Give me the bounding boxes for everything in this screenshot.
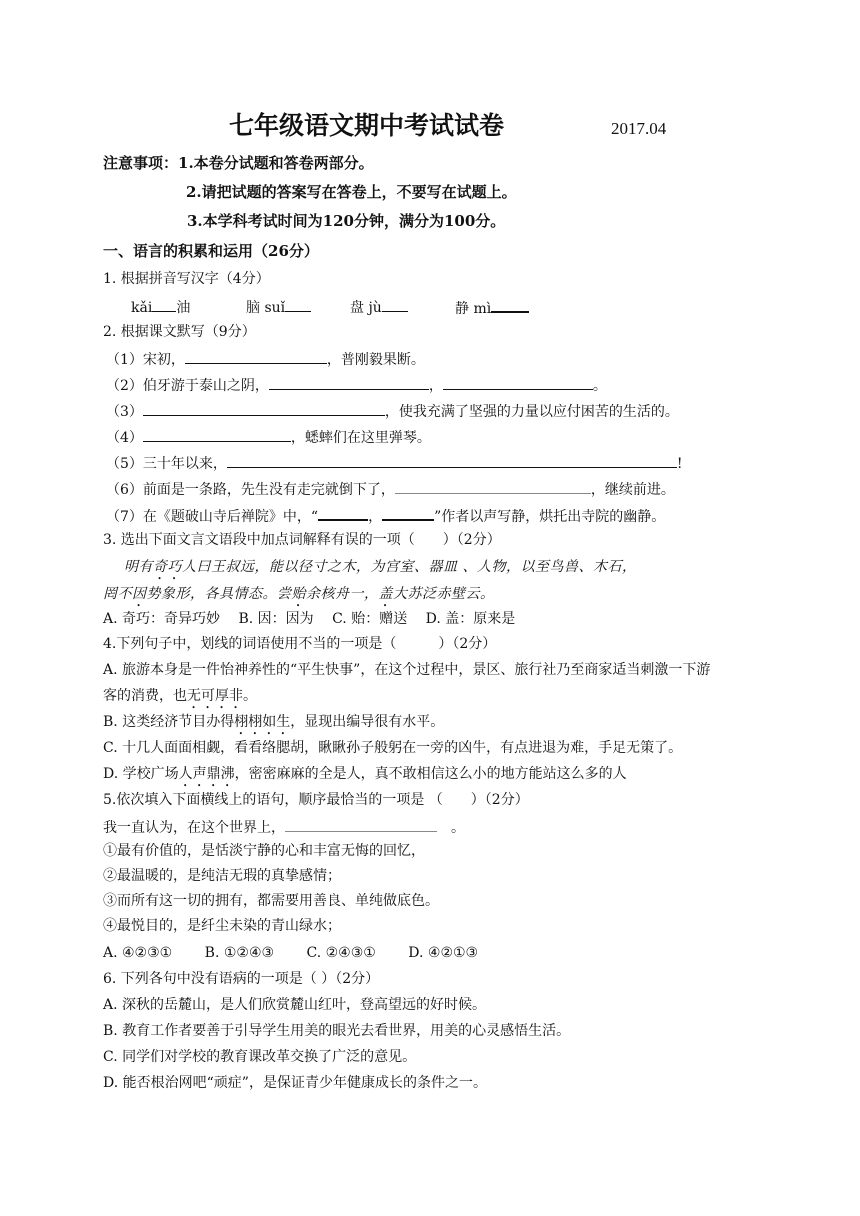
q2-blank[interactable] xyxy=(143,427,291,442)
exam-date: 2017.04 xyxy=(611,119,667,138)
q3-text: 、人物，以至鸟兽、木石， xyxy=(462,559,637,575)
q2-text: （5）三十年以来， xyxy=(106,456,227,472)
q4-option-d xyxy=(103,765,627,790)
q3-text: 大苏泛赤壁云。 xyxy=(393,586,495,602)
q3-passage-2 xyxy=(103,585,495,610)
q4-text: ，显现出编导很有水平。 xyxy=(290,714,445,730)
q6-option-c: C. 同学们对学校的教育课改革交换了广泛的意见。 xyxy=(103,1049,417,1065)
q1-blank-d[interactable] xyxy=(491,297,529,313)
q6-stem: 6. 下列各句中没有语病的一项是（ ）（2分） xyxy=(103,971,380,987)
q2-line-1 xyxy=(106,349,425,369)
section-heading: 一、语言的积累和运用（26分） xyxy=(103,242,319,260)
q4-stem: 4.下列句子中，划线的词语使用不当的一项是（ ）（2分） xyxy=(103,636,497,652)
q4-text: 客的消费，也 xyxy=(103,688,187,704)
q4-text: B. 这类经济节目办得 xyxy=(103,714,235,730)
notice-line-1 xyxy=(103,154,374,172)
q5-text: 。 xyxy=(451,820,465,836)
q1-item-a xyxy=(131,297,190,317)
q1-item-d xyxy=(455,297,529,318)
q2-blank[interactable] xyxy=(269,375,429,390)
q1-item-c xyxy=(350,297,408,317)
q2-stem: 2. 根据课文默写（9分） xyxy=(103,324,256,340)
q2-blank[interactable] xyxy=(143,401,385,416)
q4-dotted-word: 无可厚非 xyxy=(187,688,243,704)
q3-stem: 3. 选出下面文言文语段中加点词解释有误的一项（ ）（2分） xyxy=(103,532,501,548)
q3-text: 余核舟一， xyxy=(306,586,379,602)
q2-line-6 xyxy=(106,479,675,499)
q4-option-c: C. 十几人面面相觑，看看络腮胡，瞅瞅孙子般躬在一旁的凶牛，有点进退为难，手足无策了。 xyxy=(103,740,683,756)
q5-lead xyxy=(103,817,465,837)
q2-text: ，使我充满了坚强的力量以应付困苦的生活的。 xyxy=(384,404,679,420)
q3-text: 势象形，各具情态。尝 xyxy=(146,586,292,602)
q2-text: （4） xyxy=(106,430,143,446)
q1-stem: 1. 根据拼音写汉字（4分） xyxy=(103,271,270,287)
q1-char-a: 油 xyxy=(176,300,191,316)
q2-line-2 xyxy=(106,375,607,395)
q2-line-7 xyxy=(106,505,665,526)
q4-dotted-word: 人声鼎沸 xyxy=(178,766,235,782)
q2-text: （6）前面是一条路，先生没有走完就倒下了， xyxy=(106,482,395,498)
q5-options: A. ④②③① B. ①②④③ C. ②④③① D. ④②①③ xyxy=(103,945,479,961)
q3-text: 明有 xyxy=(124,559,153,575)
q3-text: 罔不 xyxy=(103,586,132,602)
q1-pinyin-d: 静 mì xyxy=(455,301,492,317)
q2-text: 。 xyxy=(592,378,607,394)
notice-label: 注意事项： xyxy=(103,154,179,172)
q2-line-5 xyxy=(106,453,683,473)
q5-item-1: ①最有价值的，是恬淡宁静的心和丰富无悔的回忆， xyxy=(103,843,425,859)
notice-item-3: 3.本学科考试时间为120分钟，满分为100分。 xyxy=(187,212,506,230)
q3-dotted-word: 奇巧 xyxy=(153,559,182,575)
q1-pinyin-b: 脑 suǐ xyxy=(246,300,286,316)
q6-option-d: D. 能否根治网吧“顽症”，是保证青少年健康成长的条件之一。 xyxy=(103,1075,487,1091)
q4-option-a-2 xyxy=(103,687,257,712)
q3-text: 人曰王叔远，能以径寸之木，为宫室、器皿 xyxy=(182,559,463,575)
q3-dotted-word: 贻 xyxy=(291,586,306,602)
q2-blank[interactable] xyxy=(227,453,677,468)
q1-blank-a[interactable] xyxy=(152,297,176,312)
q5-item-3: ③而所有这一切的拥有，都需要用善良、单纯做底色。 xyxy=(103,893,439,909)
q6-option-a: A. 深秋的岳麓山，是人们欣赏麓山红叶，登高望远的好时候。 xyxy=(103,997,487,1013)
notice-item-2: 2.请把试题的答案写在答卷上，不要写在试题上。 xyxy=(186,183,517,201)
q2-line-4 xyxy=(106,427,431,447)
q5-blank[interactable] xyxy=(285,817,437,832)
q2-text: （7）在《题破山寺后禅院》中，“ xyxy=(106,509,319,525)
q5-item-4: ④最悦目的，是纤尘未染的青山绿水； xyxy=(103,918,341,934)
q2-text: ，继续前进。 xyxy=(590,482,675,498)
q3-dotted-word: 因 xyxy=(132,586,147,602)
q1-blank-c[interactable] xyxy=(382,297,408,312)
q3-options: A. 奇巧：奇异巧妙 B. 因：因为 C. 贻：赠送 D. 盖：原来是 xyxy=(103,611,516,627)
q2-text: ， xyxy=(428,378,443,394)
page-title: 七年级语文期中考试试卷 xyxy=(229,111,505,140)
q1-pinyin-c: 盘 jù xyxy=(350,300,382,316)
q3-dotted-word: 盖 xyxy=(378,586,393,602)
notice-item-1: 1.本卷分试题和答卷两部分。 xyxy=(178,154,374,172)
q2-text: （2）伯牙游于泰山之阴， xyxy=(106,378,269,394)
q2-line-3 xyxy=(106,401,679,421)
q1-blank-b[interactable] xyxy=(285,297,311,312)
q4-text: D. 学校广场 xyxy=(103,766,179,782)
q2-blank[interactable] xyxy=(443,375,593,390)
q3-passage-1 xyxy=(124,558,636,583)
q2-text: ”作者以声写静，烘托出寺院的幽静。 xyxy=(434,509,666,525)
q4-text: 。 xyxy=(243,688,257,704)
q4-option-a-1: A. 旅游本身是一件怡神养性的“平生快事”，在这个过程中，景区、旅行社乃至商家适当刺激一下游 xyxy=(103,662,711,678)
q6-option-b: B. 教育工作者要善于引导学生用美的眼光去看世界，用美的心灵感悟生活。 xyxy=(103,1023,571,1039)
q2-blank[interactable] xyxy=(318,505,368,521)
q2-blank[interactable] xyxy=(395,479,591,494)
q2-blank[interactable] xyxy=(382,505,434,521)
q4-option-b xyxy=(103,713,444,738)
q5-text: 我一直认为，在这个世界上， xyxy=(103,820,285,836)
q2-text: ， xyxy=(368,509,383,525)
q2-text: ，蟋蟀们在这里弹琴。 xyxy=(290,430,431,446)
q4-text: ，密密麻麻的全是人，真不敢相信这么小的地方能站这么多的人 xyxy=(234,766,627,782)
q2-text: （1）宋初， xyxy=(106,352,185,368)
q2-text: ，普刚毅果断。 xyxy=(326,352,425,368)
q2-text: ! xyxy=(676,456,683,472)
q4-dotted-word: 栩栩如生 xyxy=(234,714,291,730)
q1-item-b xyxy=(246,297,311,317)
q2-blank[interactable] xyxy=(185,349,327,364)
q5-item-2: ②最温暖的，是纯洁无瑕的真挚感情； xyxy=(103,868,341,884)
q1-pinyin-a: kǎi xyxy=(131,300,153,316)
q2-text: （3） xyxy=(106,404,143,420)
q5-stem: 5.依次填入下面横线上的语句，顺序最恰当的一项是 （ ）（2分） xyxy=(103,792,529,808)
